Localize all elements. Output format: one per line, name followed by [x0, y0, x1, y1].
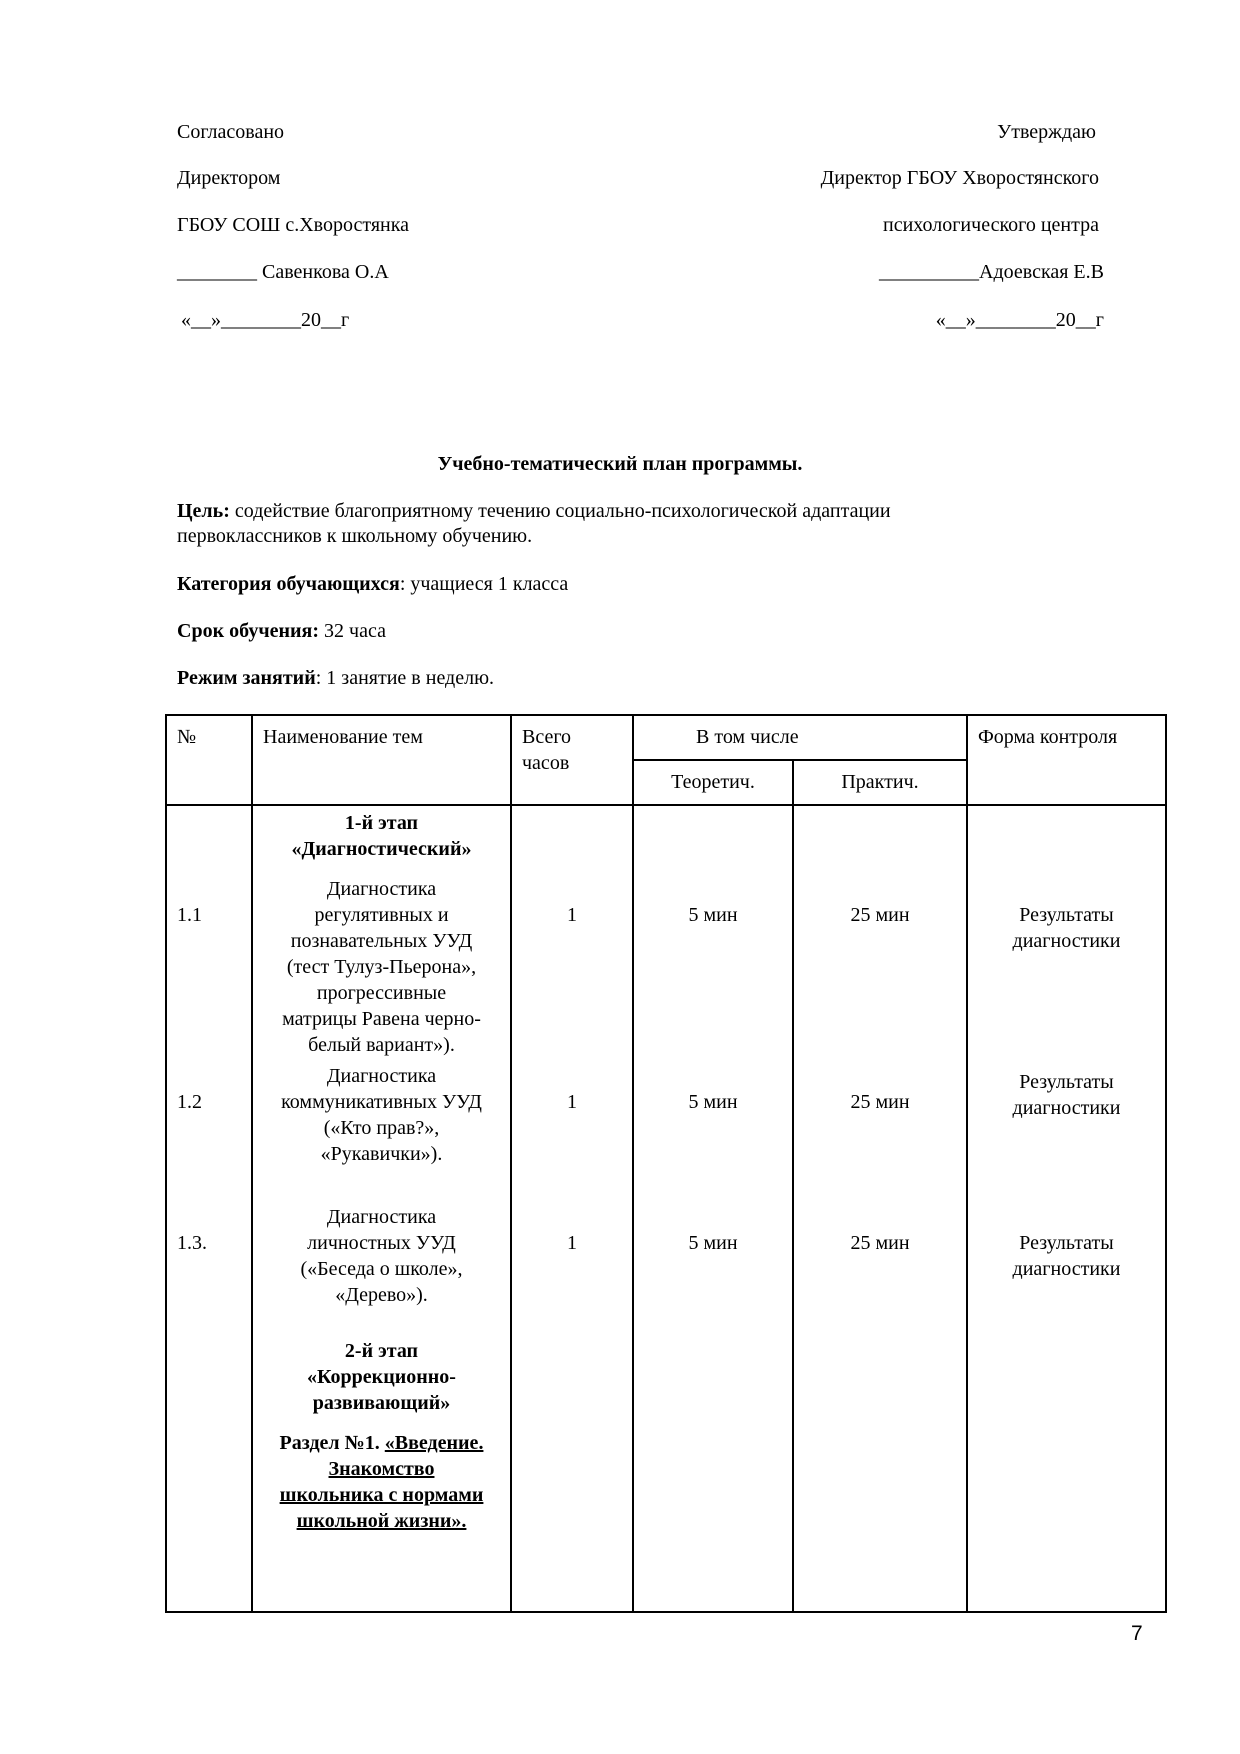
row-practice: 25 мин — [850, 904, 910, 926]
row-practice: 25 мин — [850, 1091, 910, 1113]
stage2-heading: 2-й этап «Коррекционно- развивающий» — [307, 1340, 456, 1414]
header-num: № — [166, 715, 252, 805]
plan-table — [165, 714, 1167, 1613]
table-body-row — [166, 805, 1166, 1612]
confirm-label: Утверждаю — [997, 121, 1096, 143]
theory-column — [633, 805, 793, 1612]
num-column — [166, 805, 252, 1612]
row-hours: 1 — [567, 1091, 577, 1113]
row-control: Результаты диагностики — [1012, 904, 1121, 952]
header-control: Форма контроля — [967, 715, 1166, 805]
confirm-director: Директор ГБОУ Хворостянского — [820, 167, 1099, 189]
approved-by-label: Директором — [177, 167, 281, 189]
row-hours: 1 — [567, 904, 577, 926]
approved-label: Согласовано — [177, 121, 285, 143]
control-column — [967, 805, 1166, 1612]
row-num: 1.3. — [177, 1232, 207, 1254]
row-name: Диагностика личностных УУД («Беседа о школе», «Дерево»). — [300, 1206, 463, 1306]
row-practice: 25 мин — [850, 1232, 910, 1254]
term-label: Срок обучения: — [177, 620, 320, 642]
practice-column — [793, 805, 967, 1612]
confirm-signature: __________Адоевская Е.В — [879, 261, 1104, 283]
header-total: Всего часов — [511, 715, 633, 805]
approved-school: ГБОУ СОШ с.Хворостянка — [177, 214, 410, 236]
row-theory: 5 мин — [688, 1091, 738, 1113]
goal-text: содействие благоприятному течению социально-психологической адаптации — [229, 500, 891, 522]
confirm-date: «__»________20__г — [935, 309, 1104, 331]
page-title: Учебно-тематический план программы. — [437, 453, 803, 475]
row-theory: 5 мин — [688, 1232, 738, 1254]
row-name: Диагностика регулятивных и познавательных УУД (тест Тулуз-Пьерона», прогрессивные матрицы Равена черно- белый вариант»). — [282, 878, 481, 1056]
goal-text-cont: первоклассников к школьному обучению. — [177, 525, 533, 547]
row-num: 1.2 — [177, 1091, 202, 1113]
confirm-center: психологического центра — [882, 214, 1099, 236]
header-theory: Теоретич. — [633, 760, 793, 805]
term-text: 32 часа — [319, 620, 386, 642]
name-column — [252, 805, 511, 1612]
approved-signature: ________ Савенкова О.А — [177, 261, 389, 283]
approved-date: «__»________20__г — [181, 309, 350, 331]
mode-label: Режим занятий — [177, 667, 316, 689]
row-name: Диагностика коммуникативных УУД («Кто прав?», «Рукавички»). — [281, 1065, 482, 1165]
row-control: Результаты диагностики — [1012, 1071, 1121, 1119]
mode-text: : 1 занятие в неделю. — [315, 667, 495, 689]
header-practice: Практич. — [793, 760, 967, 805]
hours-column — [511, 805, 633, 1612]
table-header-row — [166, 715, 1166, 760]
section1-heading: Раздел №1. «Введение. Знакомство школьника с нормами школьной жизни». — [279, 1432, 484, 1532]
mode-paragraph — [177, 666, 1067, 691]
category-text: : учащиеся 1 класса — [399, 573, 569, 595]
header-including: В том числе — [633, 715, 967, 760]
goal-label: Цель: — [177, 500, 230, 522]
row-theory: 5 мин — [688, 904, 738, 926]
header-name: Наименование тем — [252, 715, 511, 805]
row-hours: 1 — [567, 1232, 577, 1254]
goal-paragraph — [177, 499, 1067, 549]
term-paragraph — [177, 619, 1067, 644]
page-number: 7 — [1131, 1622, 1143, 1645]
stage1-heading: 1-й этап «Диагностический» — [291, 812, 472, 860]
row-num: 1.1 — [177, 904, 202, 926]
row-control: Результаты диагностики — [1012, 1232, 1121, 1280]
category-label: Категория обучающихся — [177, 573, 400, 595]
category-paragraph — [177, 572, 1067, 597]
